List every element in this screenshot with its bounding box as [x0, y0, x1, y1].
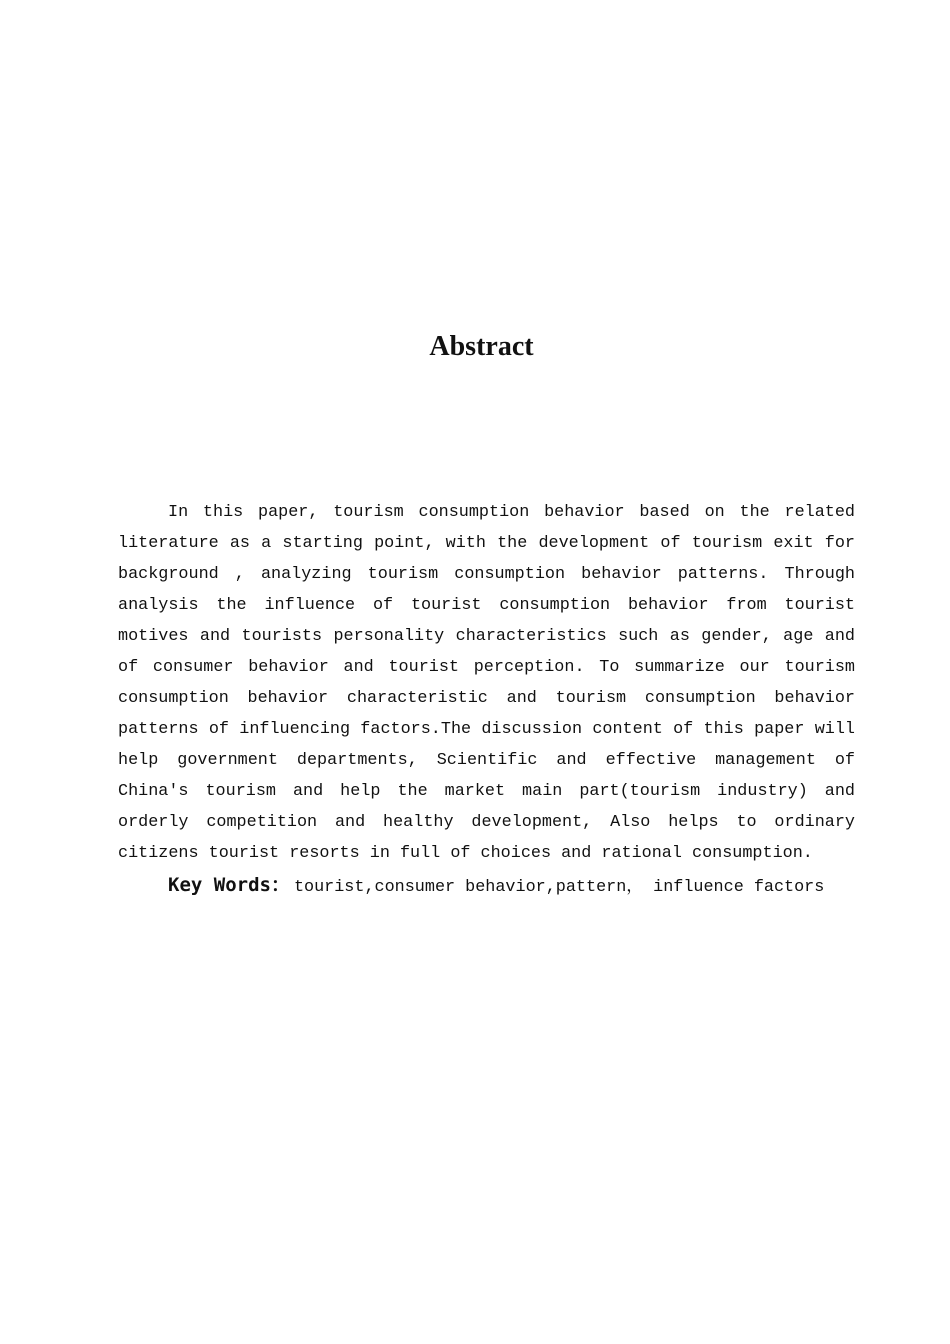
abstract-text: In this paper, tourism consumption behavior based on the related literature as a starting point, with the development of tourism exit for background , analyzing tourism consumption behavior patterns. Through analysis the influence of tourist consumption behavior from tourist motives and tourists personality characteristics such as gender, age and of consumer behavior and tourist perception. To summarize our tourism consumption behavior characteristic and tourism consumption behavior patterns of influencing factors.The discussion content of this paper will help government departments, Scientific and effective management of China's tourism and help the market main part(tourism industry) and orderly competition and healthy development, Also helps to ordinary citizens tourist resorts in full of choices and rational consumption. [118, 503, 855, 863]
page-title: Abstract [429, 331, 534, 362]
keywords-value: tourist,consumer behavior,pattern， influence factors [293, 878, 825, 897]
keywords-line [168, 870, 858, 903]
keywords-label: Key Words： [168, 874, 290, 896]
abstract-paragraph [118, 497, 855, 869]
